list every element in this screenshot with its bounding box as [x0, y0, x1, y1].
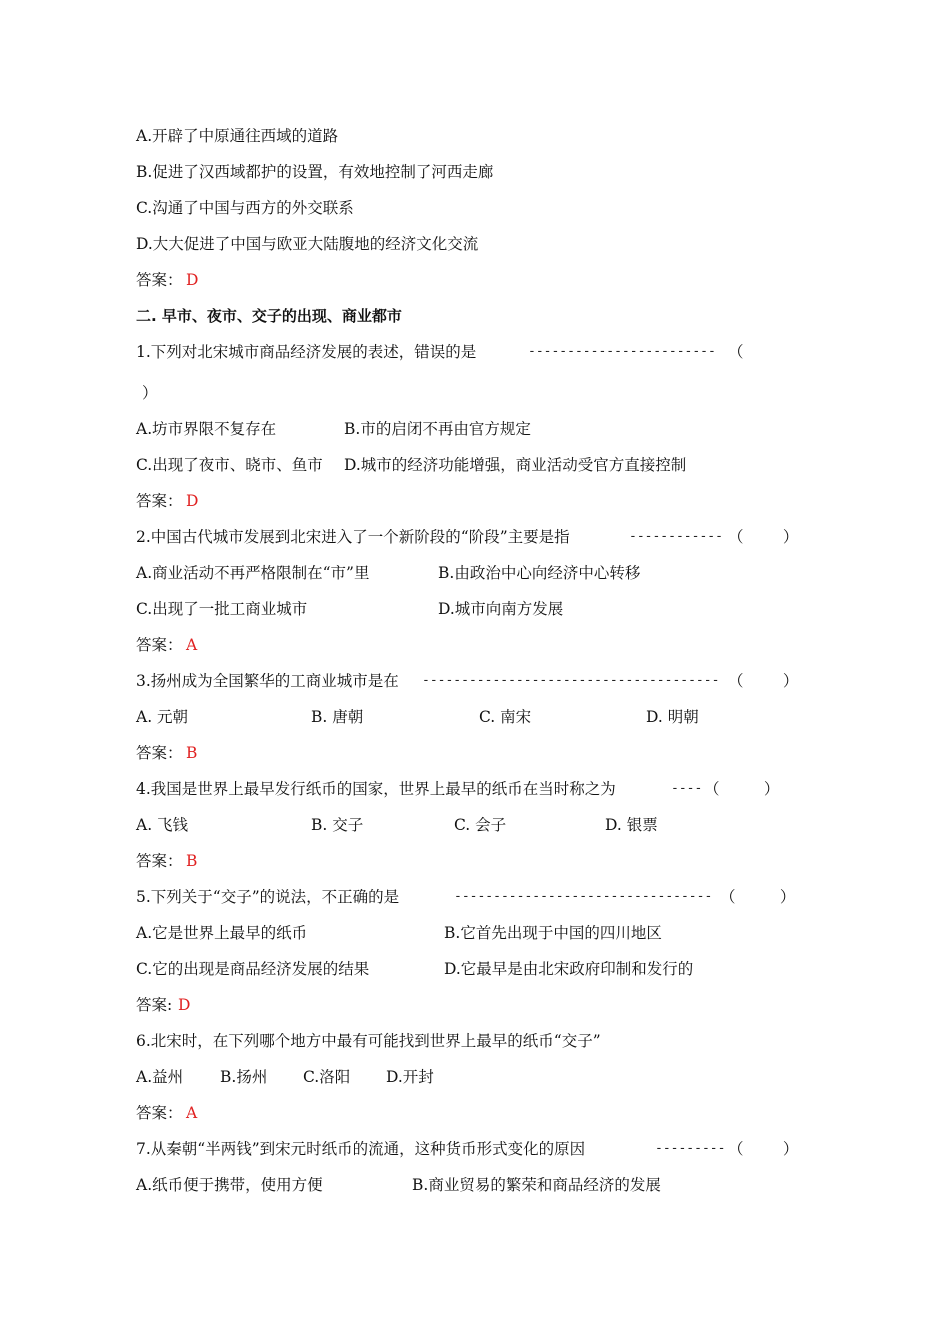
document-page: A.开辟了中原通往西域的道路 B.促进了汉西域都护的设置，有效地控制了河西走廊 C.沟通了中国与西方的外交联系 D.大大促进了中国与欧亚大陆腹地的经济文化交流 答案： D 二. 早市、夜市、交子的出现、商业都市 1.下列对北宋城市商品经济发展的表述，错误的是 ------------------------ （ ） A.坊市界限不复存在 B.市的启闭不再由官方规定 C.出现了夜市、晓市、鱼市 D.城市的经济功能增强，商业活动受官方直接控制 答案： D 2.中国古代城市发展到北宋进入了一个新阶段的“阶段”主要是指 ------------ （ ） A.商业活动不再严格限制在“市”里 B.由政治中心向经济中心转移 C.出现了一批工商业城市 D.城市向南方发展 答案： A 3.扬州成为全国繁华的工商业城市是在 -------------------------------------- （ ） A. 元朝 B. 唐朝 C. 南宋 D. 明朝 答案： B 4.我国是世界上最早发行纸币的国家，世界上最早的纸币在当时称之为 ---- （ ） A. 飞钱 B. 交子 C. 会子 D. 银票 答案： B 5.下列关于“交子”的说法，不正确的是 --------------------------------- （ ） A.它是世界上最早的纸币 B.它首先出现于中国的四川地区 C.它的出现是商品经济发展的结果 D.它最早是由北宋政府印制和发行的 答案: D 6.北宋时，在下列哪个地方中最有可能找到世界上最早的纸币“交子” A.益州 B.扬州 C.洛阳 D.开封 答案： A 7.从秦朝“半两钱”到宋元时纸币的流通，这种货币形式变化的原因 --------- （ ） A.纸币便于携带，使用方便 B.商业贸易的繁荣和商品经济的发展: [0, 0, 950, 1344]
question-1-stem: 1.下列对北宋城市商品经济发展的表述，错误的是 ------------------------ （: [136, 340, 816, 364]
option-d: D. 银票: [605, 816, 658, 834]
answer-blank-dashes: ------------------------: [528, 344, 716, 359]
question-2-stem: 2.中国古代城市发展到北宋进入了一个新阶段的“阶段”主要是指 ------------ （ ）: [136, 525, 816, 549]
option-b: B. 唐朝: [311, 708, 364, 726]
option-c: C.出现了夜市、晓市、鱼市: [136, 456, 323, 474]
option-a: A. 飞钱: [136, 816, 189, 834]
option-c: C. 南宋: [479, 708, 532, 726]
answer-blank-dashes: ------------: [629, 529, 723, 544]
option-a: A. 元朝: [136, 708, 189, 726]
option-d: D.它最早是由北宋政府印制和发行的: [444, 960, 694, 978]
question-5-stem: 5.下列关于“交子”的说法，不正确的是 --------------------------------- （ ）: [136, 885, 816, 909]
option-c: C. 会子: [454, 816, 507, 834]
option-c: C.出现了一批工商业城市: [136, 600, 308, 618]
option-b: B.扬州: [220, 1068, 268, 1086]
answer-label: 答案：: [136, 271, 183, 289]
option-b: B.由政治中心向经济中心转移: [438, 564, 641, 582]
option-a: A.它是世界上最早的纸币: [136, 924, 308, 942]
paren-open: （: [728, 343, 744, 361]
answer-value: D: [186, 271, 199, 289]
option-c: C.洛阳: [303, 1068, 351, 1086]
question-7-stem: 7.从秦朝“半两钱”到宋元时纸币的流通，这种货币形式变化的原因 --------- （ ）: [136, 1137, 816, 1161]
option-a: A.商业活动不再严格限制在“市”里: [136, 564, 370, 582]
answer-paren: （ ）: [728, 1140, 799, 1158]
option-b: B.商业贸易的繁荣和商品经济的发展: [412, 1176, 661, 1194]
option-a: A.益州: [136, 1068, 184, 1086]
option-a: A.坊市界限不复存在: [136, 420, 277, 438]
option-d: D. 明朝: [646, 708, 699, 726]
answer-paren: （ ）: [728, 528, 799, 546]
option-d: D.城市向南方发展: [438, 600, 564, 618]
answer-blank-dashes: --------------------------------------: [422, 673, 720, 688]
answer-paren: （ ）: [704, 780, 780, 798]
answer-blank-dashes: ----: [671, 781, 703, 796]
answer-paren: （ ）: [720, 888, 796, 906]
question-4-stem: 4.我国是世界上最早发行纸币的国家，世界上最早的纸币在当时称之为 ---- （ ）: [136, 777, 816, 801]
option-d: D.开封: [386, 1068, 434, 1086]
answer-blank-dashes: ---------: [655, 1141, 726, 1156]
answer-paren: （ ）: [728, 672, 799, 690]
answer-blank-dashes: ---------------------------------: [454, 889, 713, 904]
question-3-stem: 3.扬州成为全国繁华的工商业城市是在 -------------------------------------- （ ）: [136, 669, 816, 693]
option-d: D.城市的经济功能增强，商业活动受官方直接控制: [344, 456, 687, 474]
option-b: B. 交子: [311, 816, 364, 834]
option-c: C.它的出现是商品经济发展的结果: [136, 960, 370, 978]
option-a: A.纸币便于携带，使用方便: [136, 1176, 323, 1194]
option-b: B.市的启闭不再由官方规定: [344, 420, 531, 438]
option-b: B.它首先出现于中国的四川地区: [444, 924, 662, 942]
